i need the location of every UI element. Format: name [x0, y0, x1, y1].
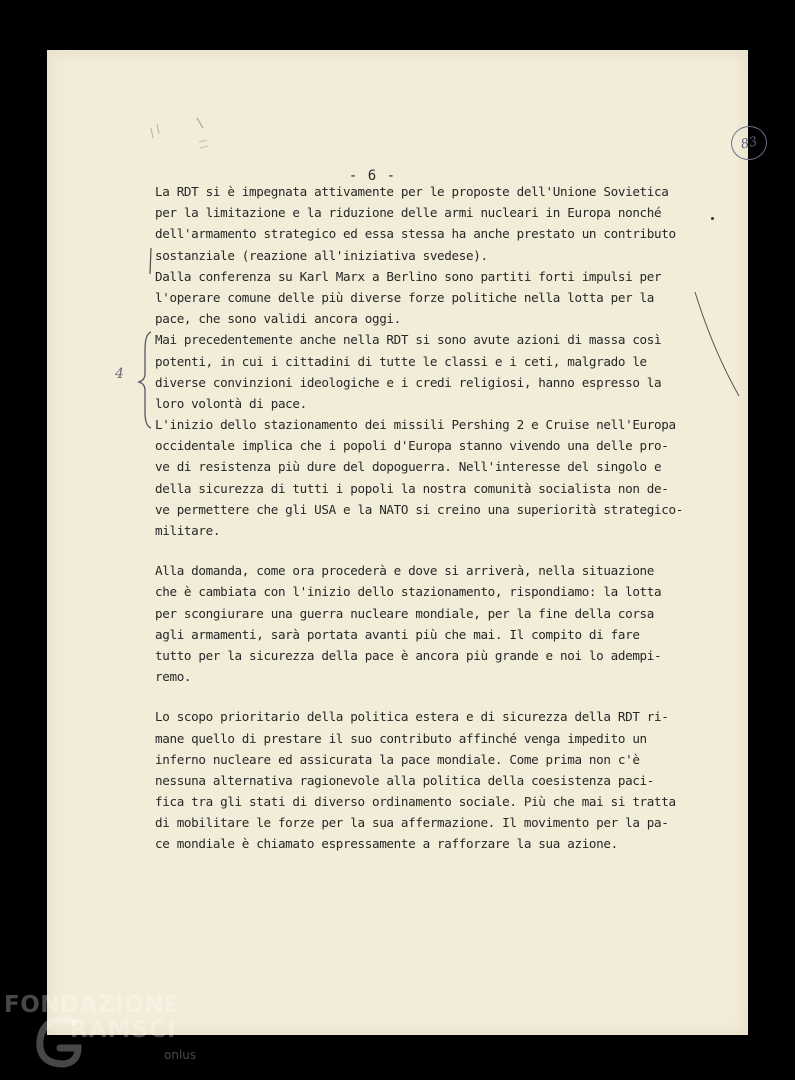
text-line: Lo scopo prioritario della politica estera e di sicurezza della RDT ri- — [155, 709, 669, 725]
text-line: pace, che sono validi ancora oggi. — [155, 311, 401, 327]
text-line: loro volontà di pace. — [155, 395, 307, 411]
text-line: Mai precedentemente anche nella RDT si sono avute azioni di massa così — [155, 332, 662, 348]
text-line: per scongiurare una guerra nucleare mondiale, per la fine della corsa — [155, 605, 655, 621]
text-line: inferno nucleare ed assicurata la pace mondiale. Come prima non c'è — [155, 751, 640, 767]
text-line: mane quello di prestare il suo contributo affinché venga impedito un — [155, 730, 647, 746]
document-body — [155, 181, 685, 874]
page-number: - 6 - — [348, 168, 397, 184]
text-line: ve permettere che gli USA e la NATO si creino una superiorità strategico- — [155, 501, 683, 517]
margin-line-right — [693, 290, 743, 400]
text-line: remo. — [155, 669, 192, 685]
text-line: di mobilitare le forze per la sua affermazione. Il movimento per la pa- — [155, 815, 669, 831]
paragraph-3 — [155, 706, 685, 854]
text-line: nessuna alternativa ragionevole alla politica della coesistenza paci- — [155, 772, 655, 788]
text-line: diverse convinzioni ideologiche e i credi religiosi, hanno espresso la — [155, 374, 662, 390]
text-line: sostanziale (reazione all'iniziativa svedese). — [155, 247, 488, 263]
text-line: Dalla conferenza su Karl Marx a Berlino sono partiti forti impulsi per — [155, 268, 662, 284]
text-line: ce mondiale è chiamato espressamente a rafforzare la sua azione. — [155, 836, 618, 852]
text-line: dell'armamento strategico ed essa stessa ha anche prestato un contributo — [155, 226, 676, 242]
text-line: occidentale implica che i popoli d'Europa stanno vivendo una delle pro- — [155, 438, 669, 454]
text-line: fica tra gli stati di diverso ordinamento sociale. Più che mai si tratta — [155, 794, 676, 810]
text-line: ve di resistenza più dure del dopoguerra. Nell'interesse del singolo e — [155, 459, 662, 475]
watermark-line-1: FONDAZIONE — [4, 992, 181, 1018]
text-line: militare. — [155, 523, 221, 538]
text-line: Alla domanda, come ora procederà e dove si arriverà, nella situazione — [155, 563, 655, 579]
text-line: agli armamenti, sarà portata avanti più che mai. Il compito di fare — [155, 626, 640, 642]
text-line: l'operare comune delle più diverse forze politiche nella lotta per la — [155, 289, 655, 305]
watermark-subtitle: onlus — [164, 1048, 197, 1062]
text-line: per la limitazione e la riduzione delle armi nucleari in Europa nonché — [155, 205, 662, 221]
paragraph-1 — [155, 181, 685, 541]
paragraph-2 — [155, 560, 685, 687]
watermark-line-2: RAMSCI — [70, 1017, 177, 1043]
margin-bracket-top — [145, 246, 155, 276]
text-line: L'inizio dello stazionamento dei missili Pershing 2 e Cruise nell'Europa — [155, 417, 676, 433]
text-line: potenti, in cui i cittadini di tutte le classi e i ceti, malgrado le — [155, 353, 647, 369]
margin-brace-left — [137, 330, 157, 430]
archive-number-stamp — [728, 123, 770, 164]
fondazione-gramsci-watermark — [4, 992, 204, 1072]
text-line: che è cambiata con l'inizio dello stazionamento, rispondiamo: la lotta — [155, 584, 662, 600]
text-line: della sicurezza di tutti i popoli la nostra comunità socialista non de- — [155, 480, 669, 496]
pencil-scribble-top-left — [147, 112, 227, 162]
ink-dot — [711, 217, 714, 220]
margin-note: 4 — [115, 366, 124, 382]
archive-number-label: 83 — [739, 133, 759, 153]
text-line: La RDT si è impegnata attivamente per le proposte dell'Unione Sovietica — [155, 184, 669, 199]
text-line: tutto per la sicurezza della pace è ancora più grande e noi lo adempi- — [155, 647, 662, 663]
